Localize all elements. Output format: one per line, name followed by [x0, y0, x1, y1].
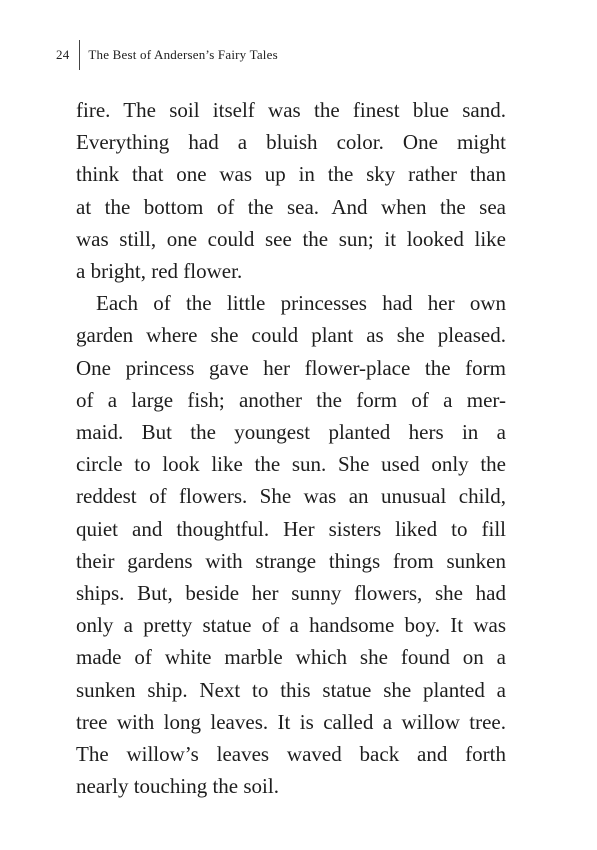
text-line: sunken ship. Next to this statue she planted a	[76, 677, 506, 702]
text-line: nearly touching the soil.	[76, 774, 279, 799]
text-line: Everything had a bluish color. One might	[76, 130, 506, 155]
text-line: tree with long leaves. It is called a willow tree.	[76, 709, 506, 734]
text-line: was still, one could see the sun; it looked like	[76, 226, 506, 251]
text-line: garden where she could plant as she pleased.	[76, 323, 506, 348]
text-line: at the bottom of the sea. And when the sea	[76, 194, 506, 219]
paragraph-1	[76, 94, 506, 287]
text-line: The willow’s leaves waved back and forth	[76, 742, 506, 767]
text-line: only a pretty statue of a handsome boy. It was	[76, 613, 506, 638]
text-line: fire. The soil itself was the finest blue sand.	[76, 98, 506, 122]
paragraph-2	[76, 287, 506, 802]
text-line: maid. But the youngest planted hers in a	[76, 420, 506, 445]
book-title: The Best of Andersen’s Fairy Tales	[88, 47, 278, 62]
text-line: circle to look like the sun. She used only the	[76, 452, 506, 477]
text-line: made of white marble which she found on a	[76, 645, 506, 670]
text-line: think that one was up in the sky rather than	[76, 162, 506, 187]
text-line: a bright, red flower.	[76, 259, 243, 284]
text-line: quiet and thoughtful. Her sisters liked to fill	[76, 516, 506, 541]
text-line: ships. But, beside her sunny flowers, she had	[76, 581, 506, 606]
body-text	[76, 94, 506, 802]
page-number: 24	[56, 47, 70, 62]
text-line: Each of the little princesses had her own	[96, 291, 506, 316]
text-line: of a large fish; another the form of a mer-	[76, 387, 506, 412]
text-line: One princess gave her flower-place the form	[76, 355, 506, 380]
text-line: reddest of flowers. She was an unusual child,	[76, 484, 506, 509]
running-head	[56, 40, 278, 70]
text-line: their gardens with strange things from sunken	[76, 548, 506, 573]
